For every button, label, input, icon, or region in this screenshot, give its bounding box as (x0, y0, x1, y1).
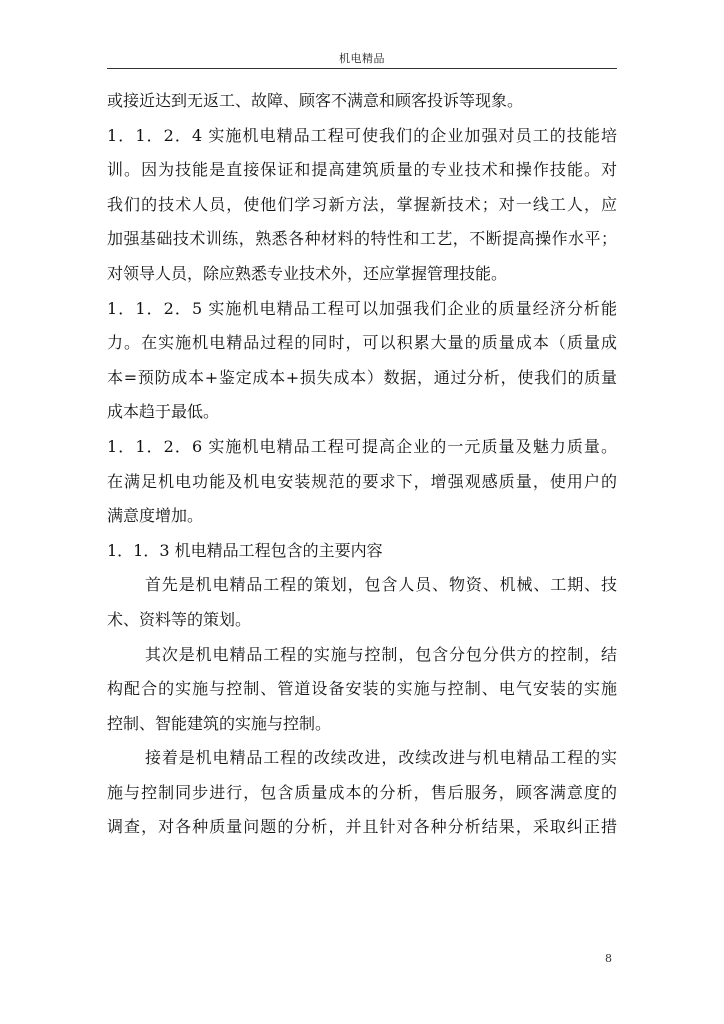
paragraph-first-line: 首先是机电精品工程的策划，包含人员、物资、机械、工期、技 (145, 575, 617, 595)
document-body (107, 84, 617, 845)
text-line: 术、资料等的策划。 (107, 609, 252, 629)
section-heading-1-1-2-6: 1．1．2．6 实施机电精品工程可提高企业的一元质量及魅力质量。 (107, 436, 617, 456)
paragraph-first-line: 接着是机电精品工程的改续改进，改续改进与机电精品工程的实 (145, 748, 617, 768)
section-heading-1-1-2-5: 1．1．2．5 实施机电精品工程可以加强我们企业的质量经济分析能 (107, 298, 617, 318)
text-line: 本=预防成本+鉴定成本+损失成本）数据，通过分析，使我们的质量 (107, 367, 617, 387)
section-heading-1-1-2-4: 1．1．2．4 实施机电精品工程可使我们的企业加强对员工的技能培 (107, 125, 617, 145)
text-line: 或接近达到无返工、故障、顾客不满意和顾客投诉等现象。 (107, 91, 524, 110)
header-divider (107, 68, 617, 69)
page-number: 8 (605, 952, 612, 965)
text-line: 加强基础技术训练，熟悉各种材料的特性和工艺，不断提高操作水平； (107, 229, 617, 249)
page-header-title: 机电精品 (339, 52, 385, 65)
text-line: 施与控制同步进行，包含质量成本的分析，售后服务，顾客满意度的 (107, 782, 617, 802)
text-line: 构配合的实施与控制、管道设备安装的实施与控制、电气安装的实施 (107, 679, 617, 699)
text-line: 控制、智能建筑的实施与控制。 (107, 713, 332, 733)
text-line: 满意度增加。 (107, 506, 204, 526)
text-line: 成本趋于最低。 (107, 402, 220, 422)
text-line: 力。在实施机电精品过程的同时，可以积累大量的质量成本（质量成 (107, 333, 617, 353)
text-line: 在满足机电功能及机电安装规范的要求下，增强观感质量，使用户的 (107, 471, 617, 491)
text-line: 对领导人员，除应熟悉专业技术外，还应掌握管理技能。 (107, 263, 508, 283)
text-line: 调查，对各种质量问题的分析，并且针对各种分析结果，采取纠正措 (107, 817, 617, 837)
paragraph-first-line: 其次是机电精品工程的实施与控制，包含分包分供方的控制，结 (145, 644, 617, 664)
section-heading-1-1-3: 1．1．3 机电精品工程包含的主要内容 (107, 540, 383, 560)
text-line: 我们的技术人员，使他们学习新方法，掌握新技术；对一线工人，应 (107, 194, 617, 214)
text-line: 训。因为技能是直接保证和提高建筑质量的专业技术和操作技能。对 (107, 160, 617, 180)
